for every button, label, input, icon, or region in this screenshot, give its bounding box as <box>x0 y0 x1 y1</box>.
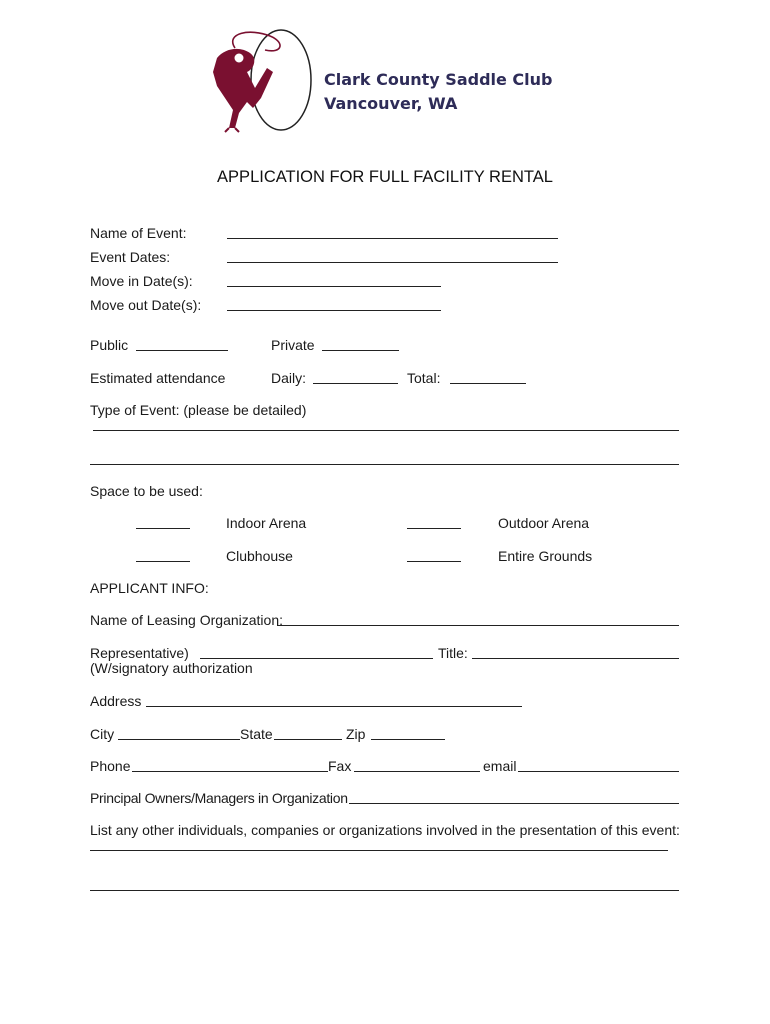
fax-label: Fax <box>328 758 352 774</box>
others-field-1[interactable] <box>90 850 668 851</box>
event-dates-field[interactable] <box>227 262 558 263</box>
event-dates-label: Event Dates: <box>90 249 171 265</box>
address-field[interactable] <box>146 706 522 707</box>
state-label: State <box>240 726 273 742</box>
others-label: List any other individuals, companies or organizations involved in the presentation of this event: <box>90 822 680 838</box>
space-label: Space to be used: <box>90 483 203 499</box>
club-location: Vancouver, WA <box>324 94 458 113</box>
event-type-label: Type of Event: (please be detailed) <box>90 402 307 418</box>
zip-label: Zip <box>346 726 366 742</box>
saddle-club-logo-icon <box>195 28 325 138</box>
form-title: APPLICATION FOR FULL FACILITY RENTAL <box>217 168 553 186</box>
total-field[interactable] <box>450 383 526 384</box>
move-in-field[interactable] <box>227 286 441 287</box>
total-label: Total: <box>407 370 441 386</box>
city-label: City <box>90 726 115 742</box>
org-label: Name of Leasing Organization: <box>90 612 283 628</box>
public-label: Public <box>90 337 129 353</box>
entire-grounds-check[interactable] <box>407 561 461 562</box>
daily-label: Daily: <box>271 370 307 386</box>
event-name-label: Name of Event: <box>90 225 187 241</box>
clubhouse-label: Clubhouse <box>226 548 293 564</box>
outdoor-arena-check[interactable] <box>407 528 461 529</box>
rep-title-field[interactable] <box>472 658 679 659</box>
move-out-label: Move out Date(s): <box>90 297 202 313</box>
address-label: Address <box>90 693 142 709</box>
rep-title-label: Title: <box>438 645 468 661</box>
others-field-2[interactable] <box>90 890 679 891</box>
email-field[interactable] <box>518 771 679 772</box>
move-out-field[interactable] <box>227 310 441 311</box>
event-type-field-1[interactable] <box>93 430 679 431</box>
daily-field[interactable] <box>313 383 398 384</box>
fax-field[interactable] <box>354 771 480 772</box>
club-name: Clark County Saddle Club <box>324 70 553 89</box>
event-name-field[interactable] <box>227 238 558 239</box>
move-in-label: Move in Date(s): <box>90 273 193 289</box>
public-field[interactable] <box>136 350 228 351</box>
zip-field[interactable] <box>371 739 445 740</box>
event-type-field-2[interactable] <box>90 464 679 465</box>
attendance-label: Estimated attendance <box>90 370 226 386</box>
phone-field[interactable] <box>132 771 328 772</box>
email-label: email <box>483 758 517 774</box>
representative-label: Representative) <box>90 645 189 661</box>
principal-field[interactable] <box>349 803 679 804</box>
principal-label: Principal Owners/Managers in Organization <box>90 790 348 806</box>
applicant-heading: APPLICANT INFO: <box>90 580 209 596</box>
outdoor-arena-label: Outdoor Arena <box>498 515 590 531</box>
indoor-arena-check[interactable] <box>136 528 190 529</box>
entire-grounds-label: Entire Grounds <box>498 548 593 564</box>
phone-label: Phone <box>90 758 131 774</box>
private-field[interactable] <box>322 350 399 351</box>
indoor-arena-label: Indoor Arena <box>226 515 307 531</box>
org-field[interactable] <box>277 625 679 626</box>
signatory-note: (W/signatory authorization <box>90 660 253 676</box>
clubhouse-check[interactable] <box>136 561 190 562</box>
private-label: Private <box>271 337 315 353</box>
city-field[interactable] <box>118 739 240 740</box>
representative-field[interactable] <box>200 658 433 659</box>
state-field[interactable] <box>274 739 342 740</box>
